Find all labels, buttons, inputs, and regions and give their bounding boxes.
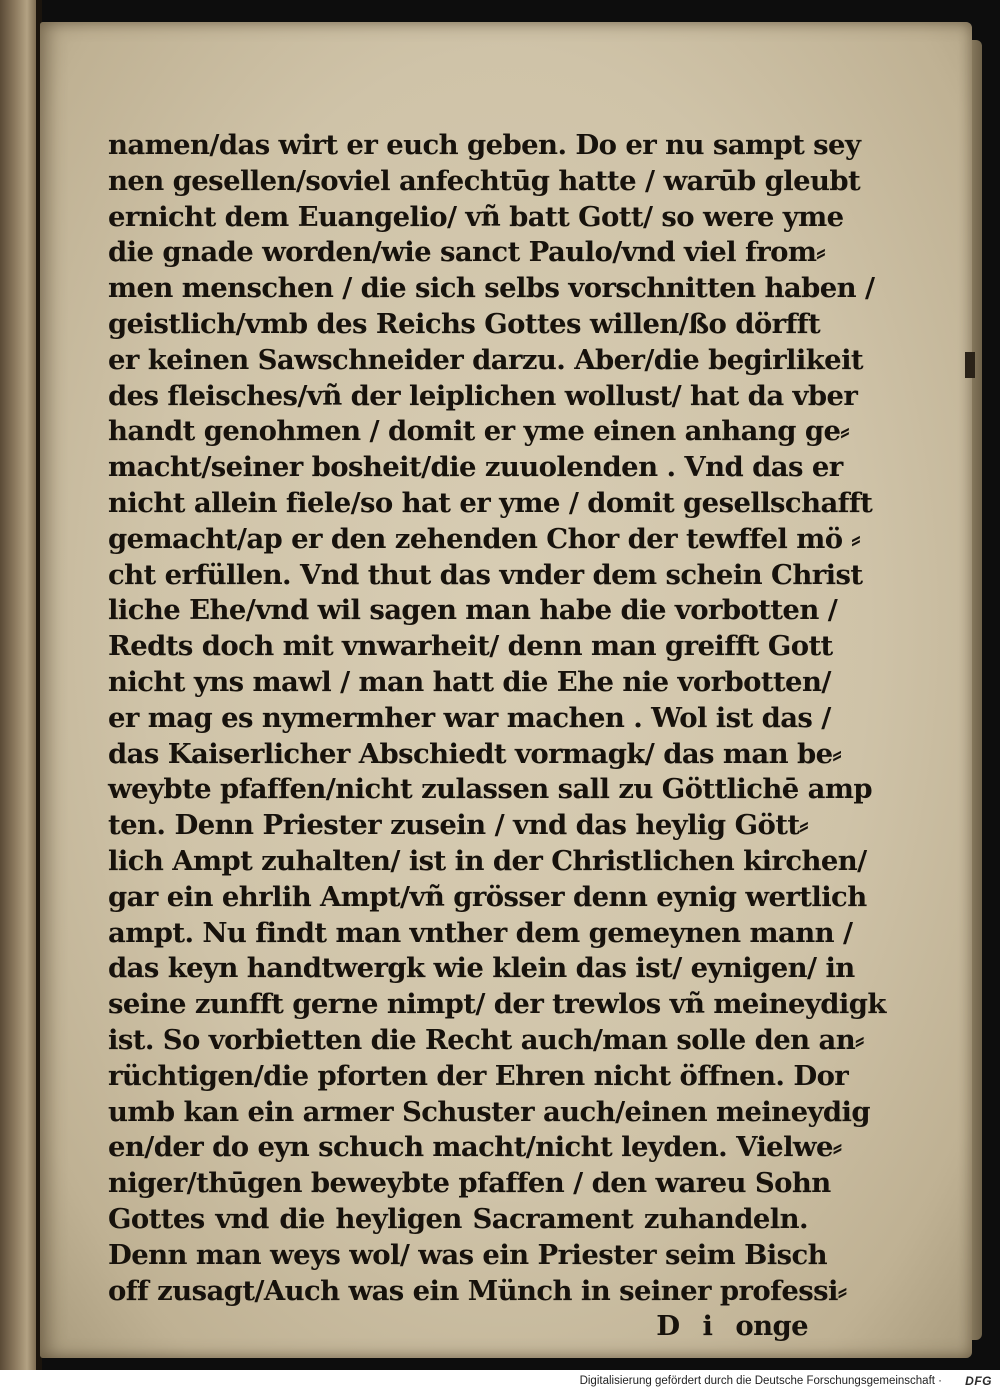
text-line: Denn man weys wol/ was ein Priester seim Bisch: [108, 1238, 827, 1271]
text-line: liche Ehe/vnd wil sagen man habe die vorbotten /: [108, 594, 838, 627]
text-line: das Kaiserlicher Abschiedt vormagk/ das man be⸗: [108, 737, 842, 770]
text-line: er keinen Sawschneider darzu. Aber/die begirlikeit: [108, 343, 864, 376]
text-line: er mag es nymermher war machen . Wol ist das /: [108, 701, 831, 734]
text-line: die gnade worden/wie sanct Paulo/vnd viel from⸗: [108, 236, 825, 269]
text-line: umb kan ein armer Schuster auch/einen meineydig: [108, 1095, 870, 1128]
text-line: rüchtigen/die pforten der Ehren nicht öffnen. Dor: [108, 1059, 849, 1092]
text-line: das keyn handtwergk wie klein das ist/ eynigen/ in: [108, 952, 855, 985]
text-line: nicht yns mawl / man hatt die Ehe nie vorbotten/: [108, 665, 831, 698]
funding-credit: Digitalisierung gefördert durch die Deutsche Forschungsgemeinschaft ·: [579, 1375, 942, 1387]
page-text-block: [108, 128, 886, 1345]
text-line: des fleisches/vñ der leiplichen wollust/ hat da vber: [108, 379, 858, 412]
text-line: off zusagt/Auch was ein Münch in seiner professi⸗: [108, 1274, 847, 1307]
text-line: lich Ampt zuhalten/ ist in der Christlichen kirchen/: [108, 844, 867, 877]
text-line: weybte pfaffen/nicht zulassen sall zu Göttlichē amp: [108, 773, 873, 806]
text-line: geistlich/vmb des Reichs Gottes willen/ßo dörfft: [108, 307, 821, 340]
page-marker-tab: [965, 352, 975, 378]
text-line: ernicht dem Euangelio/ vñ batt Gott/ so were yme: [108, 200, 844, 233]
text-line: nen gesellen/soviel anfechtūg hatte / warūb gleubt: [108, 164, 861, 197]
text-line: Redts doch mit vnwarheit/ denn man greifft Gott: [108, 630, 833, 663]
text-line: Gottes vnd die heyligen Sacrament zuhandeln.: [108, 1202, 808, 1235]
text-line: gar ein ehrlih Ampt/vñ grösser denn eynig wertlich: [108, 880, 867, 913]
text-line: handt genohmen / domit er yme einen anhang ge⸗: [108, 415, 849, 448]
text-line: niger/thūgen beweybte pfaffen / den wareu Sohn: [108, 1167, 831, 1200]
text-line: ampt. Nu findt man vnther dem gemeynen mann /: [108, 916, 853, 949]
dfg-logo-icon: DFG: [965, 1374, 992, 1388]
facing-page-edge: [0, 0, 36, 1370]
text-line: namen/das wirt er euch geben. Do er nu sampt sey: [108, 129, 861, 161]
text-line: macht/seiner bosheit/die zuuolenden . Vnd das er: [108, 451, 843, 484]
text-line: gemacht/ap er den zehenden Chor der tewffel mö ⸗: [108, 522, 860, 555]
text-line: nicht allein fiele/so hat er yme / domit gesellschafft: [108, 486, 873, 519]
text-line: cht erfüllen. Vnd thut das vnder dem schein Christ: [108, 558, 863, 591]
text-line: men menschen / die sich selbs vorschnitten haben /: [108, 272, 875, 305]
text-line: ten. Denn Priester zusein / vnd das heylig Gött⸗: [108, 809, 808, 842]
text-line: ist. So vorbietten die Recht auch/man solle den an⸗: [108, 1023, 864, 1056]
text-line: seine zunfft gerne nimpt/ der trewlos vñ meineydigk: [108, 988, 886, 1021]
text-line: en/der do eyn schuch macht/nicht leyden. Vielwe⸗: [108, 1131, 842, 1164]
catchword: D i onge: [656, 1310, 808, 1343]
digitization-footer: [0, 1370, 1000, 1395]
